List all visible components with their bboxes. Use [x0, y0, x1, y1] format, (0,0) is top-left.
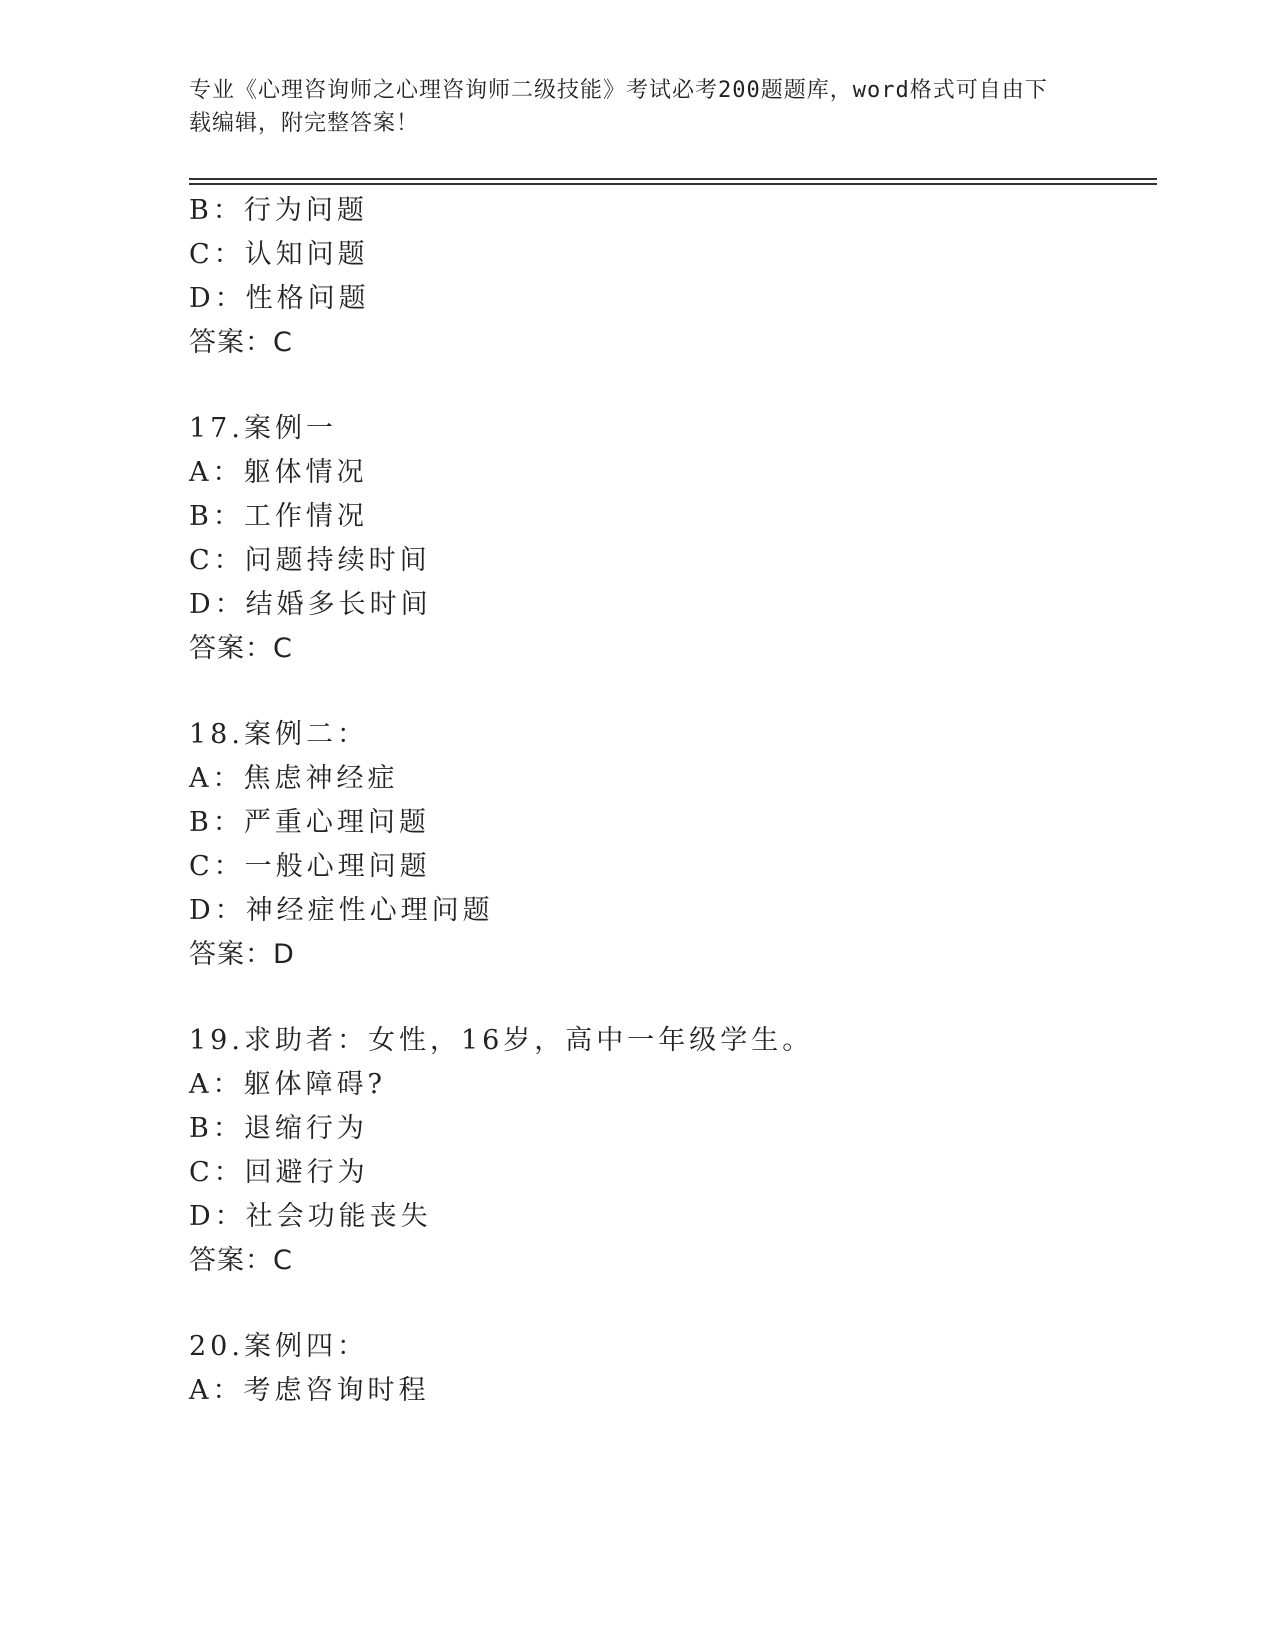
question-stem: 18.案例二： [189, 719, 368, 750]
answer: 答案：D [189, 939, 295, 970]
answer: 答案：C [189, 1245, 293, 1276]
header-divider-top [189, 178, 1157, 180]
option-b: B：行为问题 [189, 195, 368, 226]
answer: 答案：C [189, 327, 293, 358]
option-c: C：问题持续时间 [189, 545, 431, 576]
option-d: D：性格问题 [189, 283, 370, 314]
option-c: C：回避行为 [189, 1157, 369, 1188]
question-stem: 17.案例一 [189, 413, 337, 444]
option-c: C：认知问题 [189, 239, 369, 270]
option-a: A：躯体情况 [189, 457, 368, 488]
option-b: B：严重心理问题 [189, 807, 430, 838]
option-c: C：一般心理问题 [189, 851, 431, 882]
document-header: 专业《心理咨询师之心理咨询师二级技能》考试必考200题题库，word格式可自由下载编辑，附完整答案！ [189, 78, 1048, 136]
question-stem: 20.案例四： [189, 1331, 368, 1362]
option-b: B：退缩行为 [189, 1113, 368, 1144]
header-divider-bottom [189, 183, 1157, 185]
option-a: A：焦虑神经症 [189, 763, 399, 794]
question-stem: 19.求助者：女性，16岁，高中一年级学生。 [189, 1025, 814, 1056]
option-b: B：工作情况 [189, 501, 368, 532]
answer: 答案：C [189, 633, 293, 664]
option-d: D：神经症性心理问题 [189, 895, 494, 926]
option-d: D：社会功能丧失 [189, 1201, 432, 1232]
option-a: A：躯体障碍? [189, 1069, 386, 1100]
option-d: D：结婚多长时间 [189, 589, 432, 620]
option-a: A：考虑咨询时程 [189, 1375, 430, 1406]
